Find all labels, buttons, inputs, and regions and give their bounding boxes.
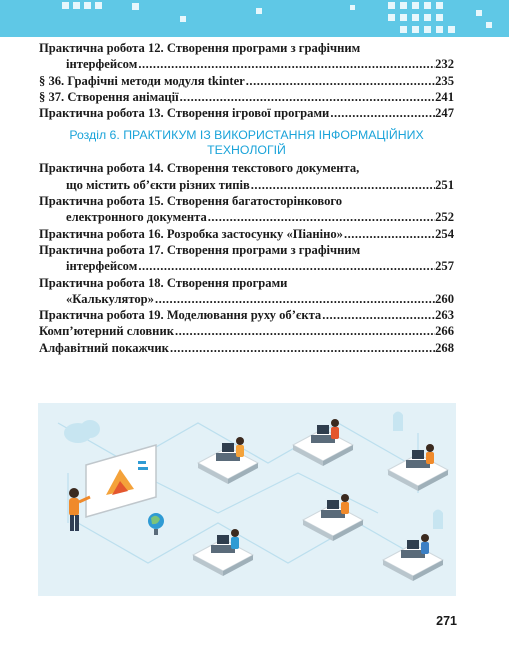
header-decor-square [424, 2, 431, 9]
header-decor-square [180, 16, 186, 22]
toc-entry-title: Комп’ютерний словник [39, 324, 174, 339]
header-decor-square [132, 3, 139, 10]
toc-leader-dots [179, 89, 435, 105]
header-decor-square [424, 26, 431, 33]
toc-entry-line: Практична робота 15. Створення багатосторінкового [39, 194, 343, 209]
toc-entry-row [39, 177, 454, 193]
header-decor-square [436, 26, 443, 33]
toc-entry [39, 40, 454, 73]
header-decor-square [424, 14, 431, 21]
toc-entry [39, 73, 454, 89]
toc-entry-row [39, 226, 454, 242]
header-decor-square [436, 14, 443, 21]
toc-leader-dots [137, 56, 435, 72]
toc-entry-page: 251 [435, 177, 454, 192]
header-decor-square [412, 26, 419, 33]
toc-entry [39, 275, 454, 308]
header-decor-square [350, 5, 355, 10]
toc-leader-dots [169, 340, 435, 356]
toc-entry-page: 252 [435, 210, 454, 225]
toc-entry-page: 268 [435, 340, 454, 355]
header-decor-square [476, 10, 482, 16]
isometric-office-image [38, 403, 456, 596]
toc-entry [39, 323, 454, 339]
toc-leader-dots [250, 177, 435, 193]
toc-entry-page: 232 [435, 57, 454, 72]
table-of-contents [39, 40, 454, 356]
toc-entry-row [39, 291, 454, 307]
toc-entry-title: Практична робота 19. Моделювання руху об’єкта [39, 308, 322, 323]
header-decor-square [400, 2, 407, 9]
toc-entry-row [39, 89, 454, 105]
toc-entry-page: 266 [435, 324, 454, 339]
toc-entry-page: 257 [435, 259, 454, 274]
toc-entry [39, 226, 454, 242]
header-decor-square [95, 2, 102, 9]
header-decor-square [448, 26, 455, 33]
toc-entry-page: 241 [435, 89, 454, 104]
toc-leader-dots [343, 226, 435, 242]
toc-entry-row [39, 258, 454, 274]
toc-entry [39, 160, 454, 193]
header-decor-square [412, 2, 419, 9]
toc-entry [39, 340, 454, 356]
toc-entry [39, 307, 454, 323]
toc-entries-top [39, 40, 454, 121]
toc-entry-title: «Калькулятор» [66, 291, 154, 306]
toc-entries-bottom [39, 160, 454, 356]
toc-entry-row [39, 340, 454, 356]
toc-entry-line: Практична робота 18. Створення програми [39, 275, 288, 290]
toc-leader-dots [174, 323, 435, 339]
toc-entry-title: що містить об’єкти різних типів [66, 177, 250, 192]
header-decor-square [436, 2, 443, 9]
toc-entry-title: електронного документа [66, 210, 207, 225]
header-decor-square [486, 22, 492, 28]
toc-entry-row [39, 323, 454, 339]
toc-entry-line: Практична робота 14. Створення текстового документа, [39, 161, 360, 176]
toc-entry-page: 247 [435, 106, 454, 121]
toc-leader-dots [245, 73, 435, 89]
header-decor-square [388, 2, 395, 9]
toc-entry-line: Практична робота 12. Створення програми з графічним [39, 41, 361, 55]
toc-leader-dots [329, 105, 435, 121]
header-decor-square [62, 2, 69, 9]
toc-entry-page: 235 [435, 73, 454, 88]
header-decor-square [400, 14, 407, 21]
toc-leader-dots [154, 291, 435, 307]
header-decor-square [84, 2, 91, 9]
header-band [0, 0, 509, 37]
toc-entry-title: інтерфейсом [66, 57, 138, 72]
section-heading-line-2: ТЕХНОЛОГІЙ [207, 142, 286, 157]
header-decor-square [73, 2, 80, 9]
page-number: 271 [436, 614, 457, 628]
office-workstations-illustration [38, 403, 456, 596]
toc-leader-dots [137, 258, 435, 274]
toc-entry-title: Практична робота 13. Створення ігрової програми [39, 106, 330, 121]
toc-entry-line: Практична робота 17. Створення програми з графічним [39, 242, 361, 257]
header-decor-square [412, 14, 419, 21]
toc-leader-dots [321, 307, 435, 323]
toc-entry-title: § 37. Створення анімації [39, 89, 179, 104]
toc-entry-row [39, 105, 454, 121]
toc-entry-page: 254 [435, 226, 454, 241]
header-decor-square [388, 14, 395, 21]
toc-entry-page: 263 [435, 308, 454, 323]
header-decor-square [256, 8, 262, 14]
toc-entry-title: § 36. Графічні методи модуля tkinter [39, 73, 245, 88]
toc-entry-title: інтерфейсом [66, 259, 138, 274]
toc-entry [39, 193, 454, 226]
toc-leader-dots [207, 209, 435, 225]
toc-entry-title: Алфавітний покажчик [39, 340, 169, 355]
section-heading-line-1: Розділ 6. ПРАКТИКУМ ІЗ ВИКОРИСТАННЯ ІНФОРМАЦІЙНИХ [69, 128, 424, 143]
toc-entry [39, 105, 454, 121]
header-decor-square [400, 26, 407, 33]
toc-entry-row [39, 307, 454, 323]
toc-entry-page: 260 [435, 291, 454, 306]
section-heading [39, 128, 454, 157]
toc-entry-title: Практична робота 16. Розробка застосунку «Піаніно» [39, 226, 343, 241]
toc-entry-row [39, 209, 454, 225]
toc-entry [39, 242, 454, 275]
toc-entry-row [39, 73, 454, 89]
toc-entry [39, 89, 454, 105]
toc-entry-row [39, 56, 454, 72]
